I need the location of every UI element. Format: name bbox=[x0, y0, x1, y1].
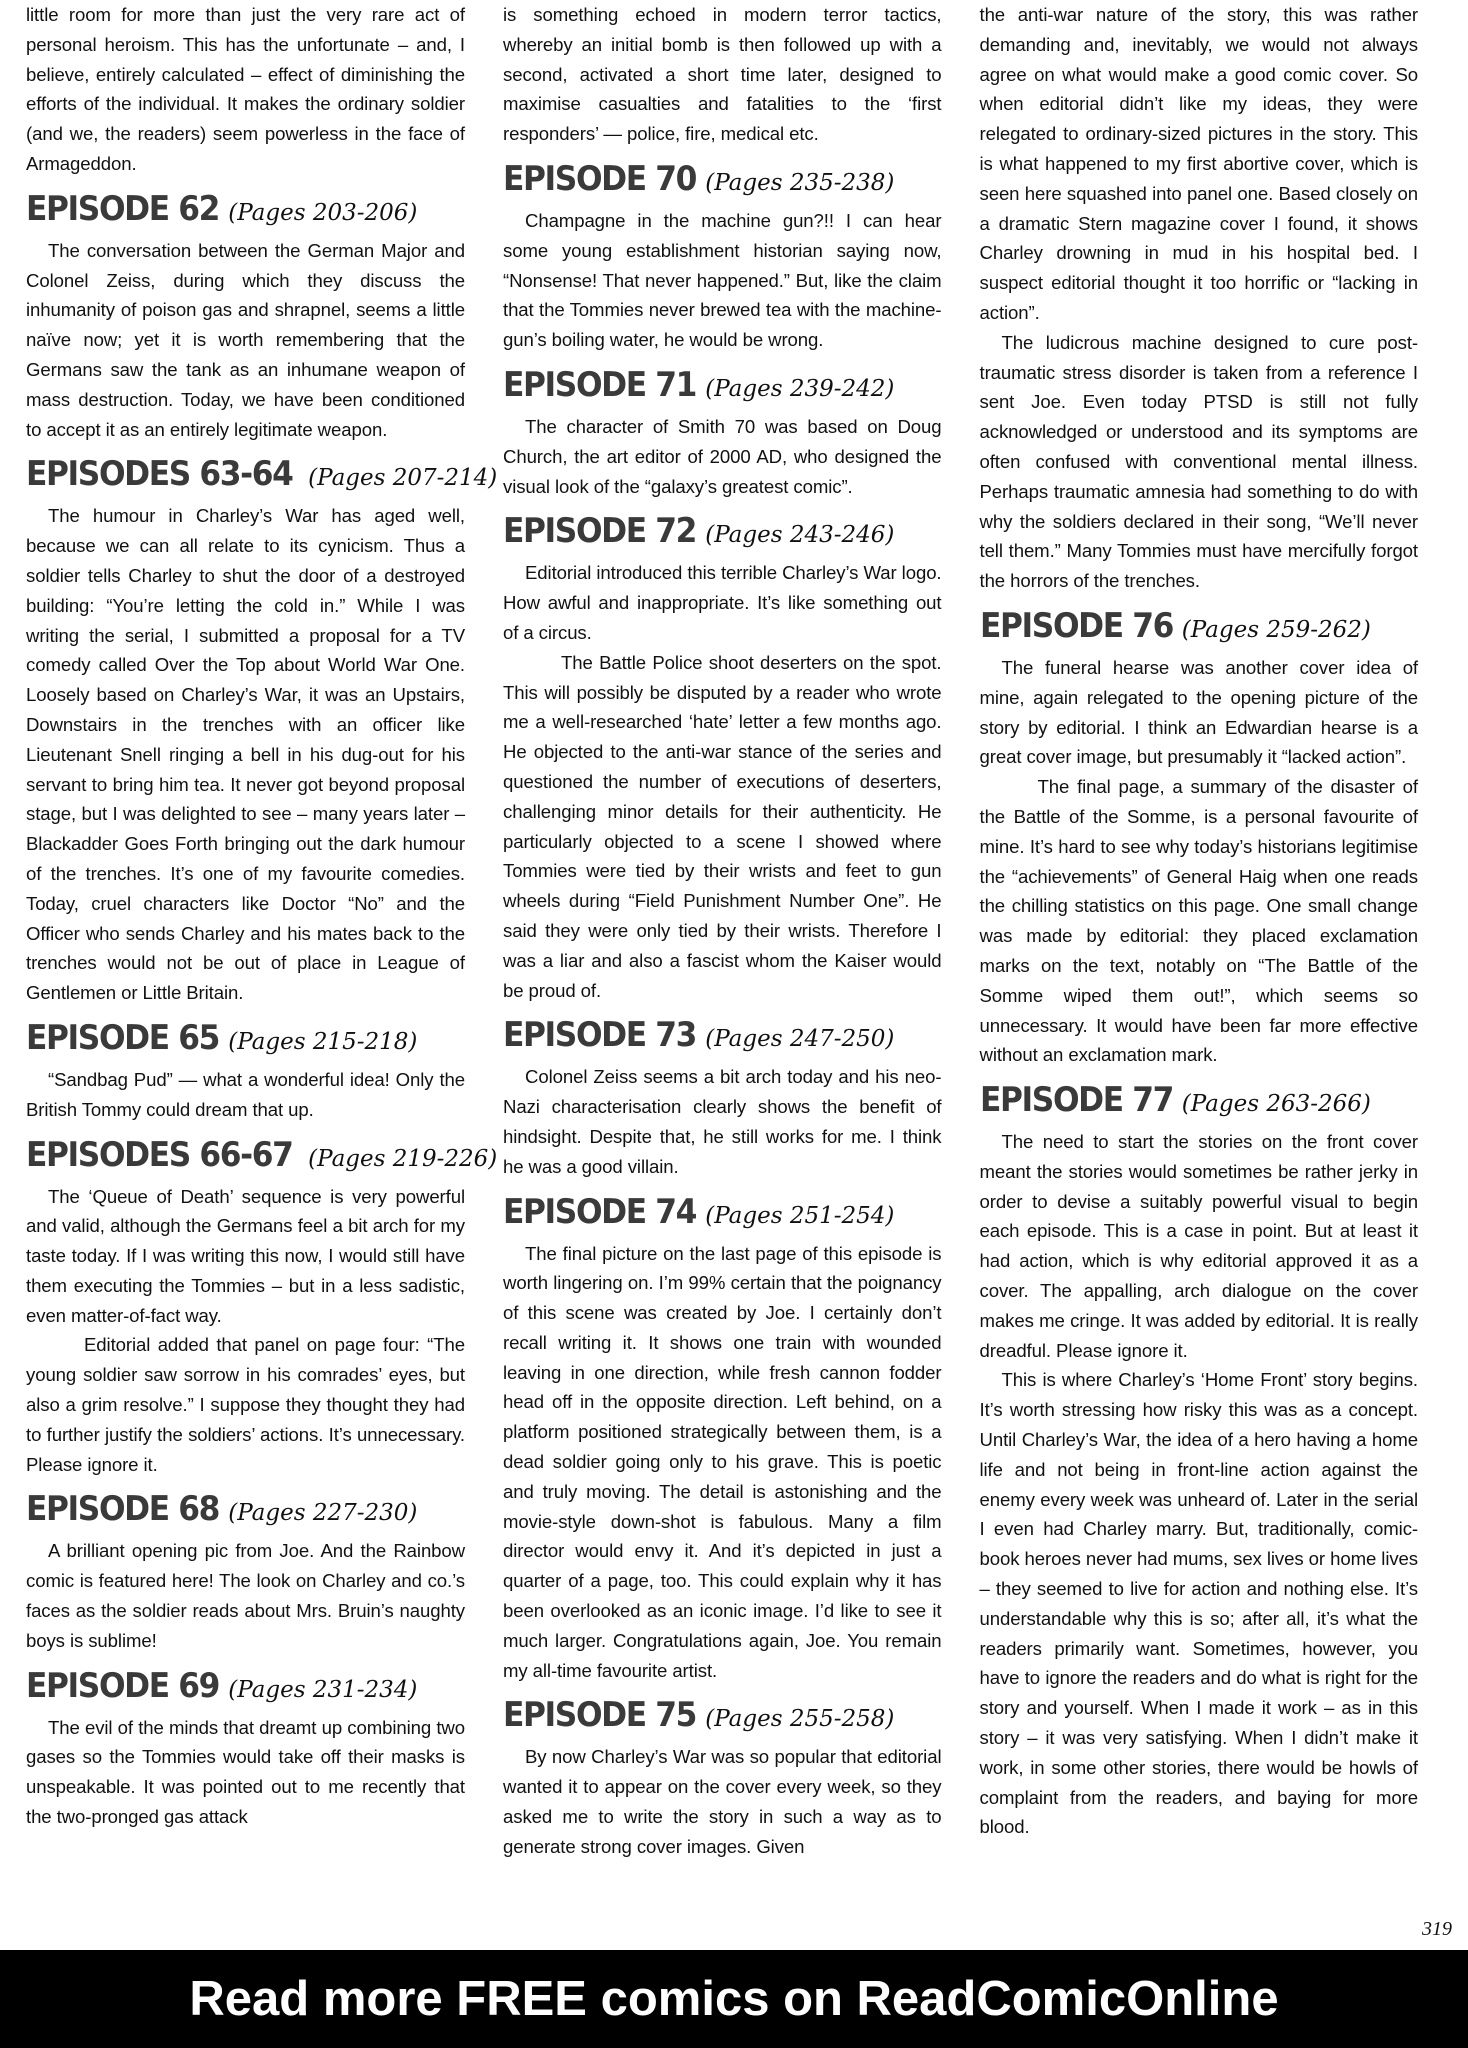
episode-pages: (Pages 243-246) bbox=[705, 522, 895, 549]
body-paragraph: Champagne in the machine gun?!! I can hear some young establishment historian saying now, “Nonsense! That never happened.” But, like the claim that the Tommies never brewed tea with the machine-gun’s boiling water, he would be wrong. bbox=[503, 209, 942, 351]
episode-title: EPISODE 72 bbox=[503, 511, 697, 552]
body-paragraph: The ludicrous machine designed to cure post-traumatic stress disorder is taken from a reference I sent Joe. Even today PTSD is still not fully acknowledged or understood and its symptoms are often confused with conventional mental illness. Perhaps traumatic amnesia had something to do with why the soldiers declared in their song, “We’ll never tell them.” Many Tommies must have mercifully forgot the horrors of the trenches. bbox=[979, 331, 1418, 592]
episode-title: EPISODE 69 bbox=[26, 1665, 220, 1706]
episode-pages: (Pages 219-226) bbox=[308, 1145, 498, 1172]
episode-heading bbox=[503, 159, 942, 206]
body-paragraph: Editorial introduced this terrible Charley’s War logo. How awful and inappropriate. It’s like something out of a circus. bbox=[503, 562, 942, 643]
body-paragraph: Colonel Zeiss seems a bit arch today and his neo-Nazi characterisation clearly shows the benefit of hindsight. Despite that, he still works for me. I think he was a good villain. bbox=[503, 1066, 942, 1177]
episode-heading bbox=[503, 511, 942, 558]
body-paragraph: little room for more than just the very rare act of personal heroism. This has the unfortunate – and, I believe, entirely calculated – effect of diminishing the efforts of the individual. It makes the ordinary soldier (and we, the readers) seem powerless in the face of Armageddon. bbox=[26, 4, 465, 174]
episode-pages: (Pages 239-242) bbox=[705, 375, 895, 402]
promo-banner-text: Read more FREE comics on ReadComicOnline bbox=[189, 1972, 1279, 2026]
episode-title: EPISODE 68 bbox=[26, 1489, 220, 1530]
body-paragraph: The ‘Queue of Death’ sequence is very powerful and valid, although the Germans feel a bit arch for my taste today. If I was writing this now, I would still have them executing the Tommies – but in a less sadistic, even matter-of-fact way. bbox=[26, 1185, 465, 1326]
episode-heading bbox=[980, 606, 1419, 653]
article-columns bbox=[26, 0, 1418, 1905]
episode-heading bbox=[503, 1695, 942, 1742]
body-paragraph: The final page, a summary of the disaster of the Battle of the Somme, is a personal favourite of mine. It’s hard to see why today’s historians legitimise the “achievements” of General Haig when one reads the chilling statistics on this page. One small change was made by editorial: they placed exclamation marks on the text, notably on “The Battle of the Somme wiped them out!”, which seems so unnecessary. It would have been far more effective without an exclamation mark. bbox=[979, 776, 1418, 1066]
body-paragraph: The need to start the stories on the front cover meant the stories would sometimes be rather jerky in order to devise a suitably powerful visual to begin each episode. This is a case in point. But at least it had action, which is why editorial approved it as a cover. The appalling, arch dialogue on the cover makes me cringe. It was added by editorial. It is really dreadful. Please ignore it. bbox=[979, 1131, 1418, 1361]
episode-heading bbox=[26, 1489, 465, 1536]
episode-pages: (Pages 235-238) bbox=[705, 169, 895, 196]
episode-title: EPISODE 65 bbox=[26, 1017, 220, 1058]
body-paragraph: A brilliant opening pic from Joe. And the Rainbow comic is featured here! The look on Charley and co.’s faces as the soldier reads about Mrs. Bruin’s naughty boys is sublime! bbox=[26, 1540, 465, 1651]
episode-pages: (Pages 255-258) bbox=[705, 1706, 895, 1733]
body-paragraph: The evil of the minds that dreamt up combining two gases so the Tommies would take off their masks is unspeakable. It was pointed out to me recently that the two-pronged gas attack bbox=[26, 1716, 465, 1828]
body-paragraph: The funeral hearse was another cover idea of mine, again relegated to the opening picture of the story by editorial. I think an Edwardian hearse is a great cover image, but presumably it “lacked action”. bbox=[979, 656, 1418, 768]
body-paragraph: The Battle Police shoot deserters on the spot. This will possibly be disputed by a reader who wrote me a well-researched ‘hate’ letter a few months ago. He objected to the anti-war stance of the series and questioned the number of executions of deserters, challenging minor details for their authenticity. He particularly objected to a scene I showed where Tommies were tied by their wrists and feet to gun wheels during “Field Punishment Number One”. He said they were only tied by their wrists. Therefore I was a liar and also a fascist whom the Kaiser would be proud of. bbox=[503, 651, 942, 1001]
body-paragraph: The humour in Charley’s War has aged well, because we can all relate to its cynicism. Thus a soldier tells Charley to shut the door of a destroyed building: “You’re letting the cold in.” While I was writing the serial, I submitted a proposal for a TV comedy called Over the Top about World War One. Loosely based on Charley’s War, it was an Upstairs, Downstairs in the trenches with an officer like Lieutenant Snell ringing a bell in his dug-out for his servant to bring him tea. It never got beyond proposal stage, but I was delighted to see – many years later – Blackadder Goes Forth bringing out the dark humour of the trenches. It’s one of my favourite comedies. Today, cruel characters like Doctor “No” and the Officer who sends Charley and his mates back to the trenches would not be out of place in League of Gentlemen or Little Britain. bbox=[26, 505, 465, 1004]
body-paragraph: The final picture on the last page of this episode is worth lingering on. I’m 99% certain that the poignancy of this scene was created by Joe. I certainly don’t recall writing it. It shows one train with wounded leaving in one direction, while fresh cannon fodder head off in the opposite direction. Left behind, on a platform positioned strategically between them, is a dead soldier going only to his grave. This is poetic and truly moving. The detail is astonishing and the movie-style down-shot is fabulous. Many a film director would envy it. And it’s depicted in just a quarter of a page, too. This could explain why it has been overlooked as an iconic image. I’d like to see it much larger. Congratulations again, Joe. You remain my all-time favourite artist. bbox=[503, 1242, 942, 1681]
promo-banner[interactable] bbox=[0, 1950, 1468, 2048]
episode-title: EPISODES 63-64 bbox=[26, 454, 293, 495]
episode-heading bbox=[26, 1018, 465, 1065]
episode-title: EPISODE 62 bbox=[26, 188, 220, 229]
episode-pages: (Pages 231-234) bbox=[228, 1676, 418, 1703]
body-paragraph: The character of Smith 70 was based on Doug Church, the art editor of 2000 AD, who designed the visual look of the “galaxy’s greatest comic”. bbox=[503, 415, 942, 497]
episode-title: EPISODES 66-67 bbox=[26, 1134, 293, 1175]
body-paragraph: Editorial added that panel on page four: “The young soldier saw sorrow in his comrades’ eyes, but also a grim resolve.” I suppose they thought they had to further justify the soldiers’ actions. It’s unnecessary. Please ignore it. bbox=[26, 1334, 465, 1475]
episode-title: EPISODE 70 bbox=[503, 158, 697, 199]
body-paragraph: is something echoed in modern terror tactics, whereby an initial bomb is then followed up with a second, activated a short time later, designed to maximise casualties and fatalities to the ‘first responders’ — police, fire, medical etc. bbox=[503, 4, 942, 145]
column-2 bbox=[503, 0, 942, 1905]
episode-pages: (Pages 203-206) bbox=[228, 199, 418, 226]
episode-title: EPISODE 77 bbox=[979, 1080, 1173, 1121]
column-3 bbox=[980, 0, 1419, 1905]
episode-title: EPISODE 71 bbox=[503, 364, 697, 405]
episode-title: EPISODE 74 bbox=[503, 1191, 697, 1232]
episode-pages: (Pages 227-230) bbox=[228, 1500, 418, 1527]
body-paragraph: This is where Charley’s ‘Home Front’ story begins. It’s worth stressing how risky this was as a concept. Until Charley’s War, the idea of a hero having a home life and not being in front-line action against the enemy every week was unheard of. Later in the serial I even had Charley marry. But, traditionally, comic-book heroes never had mums, sex lives or home lives – they seemed to live for action and nothing else. It’s understandable why this is so; after all, it’s what the readers primarily want. Sometimes, however, you have to ignore the readers and do what is right for the story and yourself. When I made it work – as in this story – it was very satisfying. When I didn’t make it work, in some other stories, there would be howls of complaint from the readers, and baying for more blood. bbox=[979, 1369, 1418, 1838]
episode-heading bbox=[980, 1080, 1419, 1127]
episode-pages: (Pages 215-218) bbox=[228, 1028, 418, 1055]
episode-heading bbox=[503, 1015, 942, 1062]
episode-pages: (Pages 263-266) bbox=[1181, 1091, 1371, 1118]
episode-pages: (Pages 251-254) bbox=[705, 1202, 895, 1229]
episode-heading bbox=[26, 1666, 465, 1713]
episode-pages: (Pages 247-250) bbox=[705, 1026, 895, 1053]
episode-title: EPISODE 76 bbox=[979, 605, 1173, 646]
episode-pages: (Pages 259-262) bbox=[1181, 616, 1371, 643]
body-paragraph: By now Charley’s War was so popular that editorial wanted it to appear on the cover every week, so they asked me to write the story in such a way as to generate strong cover images. Given bbox=[503, 1746, 942, 1857]
body-paragraph: The conversation between the German Major and Colonel Zeiss, during which they discuss the inhumanity of poison gas and shrapnel, seems a little naïve now; yet it is worth remembering that the Germans saw the tank as an inhumane weapon of mass destruction. Today, we have been conditioned to accept it as an entirely legitimate weapon. bbox=[26, 239, 465, 440]
episode-title: EPISODE 75 bbox=[503, 1695, 697, 1736]
body-paragraph: the anti-war nature of the story, this was rather demanding and, inevitably, we would not always agree on what would make a good comic cover. So when editorial didn’t like my ideas, they were relegated to ordinary-sized pictures in the story. This is what happened to my first abortive cover, which is seen here squashed into panel one. Based closely on a dramatic Stern magazine cover I found, it shows Charley drowning in mud in his hospital bed. I suspect editorial thought it too horrific or “lacking in action”. bbox=[979, 4, 1418, 323]
page-number: 319 bbox=[1422, 1918, 1452, 1940]
episode-heading bbox=[26, 1134, 498, 1182]
episode-heading bbox=[503, 1192, 942, 1239]
episode-heading bbox=[26, 454, 498, 501]
episode-heading bbox=[26, 189, 465, 236]
episode-heading bbox=[503, 365, 942, 412]
episode-pages: (Pages 207-214) bbox=[308, 465, 498, 492]
column-1 bbox=[26, 0, 498, 1905]
body-paragraph: “Sandbag Pud” — what a wonderful idea! Only the British Tommy could dream that up. bbox=[26, 1068, 465, 1120]
episode-title: EPISODE 73 bbox=[503, 1015, 697, 1056]
